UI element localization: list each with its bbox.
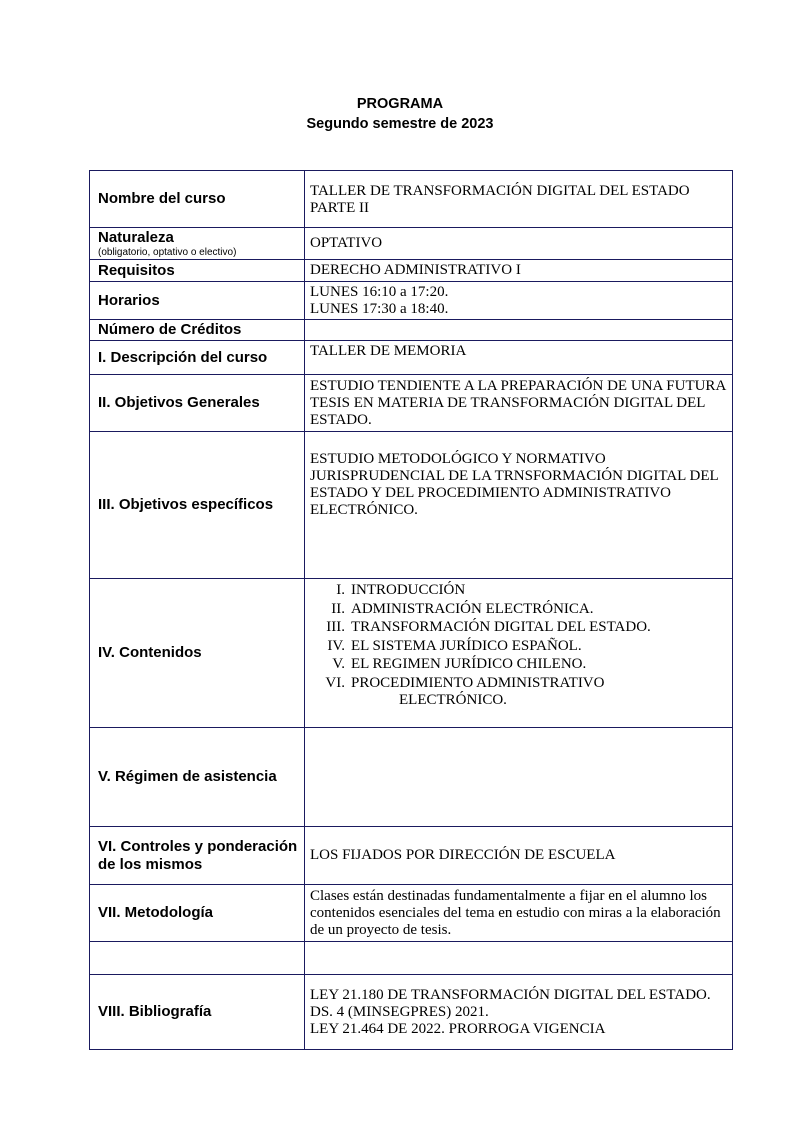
horario-line-1: LUNES 16:10 a 17:20.	[310, 283, 449, 300]
row-controles	[90, 827, 733, 885]
contents-item	[319, 600, 728, 619]
label-obj-especificos: III. Objetivos específicos	[90, 432, 305, 579]
item-text: PROCEDIMIENTO ADMINISTRATIVO	[351, 674, 605, 691]
item-number: II.	[331, 600, 345, 617]
value-horarios	[305, 282, 733, 320]
row-empty	[90, 942, 733, 975]
document-subtitle: Segundo semestre de 2023	[306, 116, 494, 132]
item-text: TRANSFORMACIÓN DIGITAL DEL ESTADO.	[351, 619, 651, 635]
item-text: INTRODUCCIÓN	[351, 582, 466, 598]
item-number: VI.	[325, 674, 345, 691]
contents-item	[319, 618, 728, 637]
contents-item-continuation: ELECTRÓNICO.	[399, 692, 507, 708]
biblio-line-1: LEY 21.180 DE TRANSFORMACIÓN DIGITAL DEL ESTADO.	[310, 986, 711, 1003]
label-asistencia: V. Régimen de asistencia	[90, 728, 305, 827]
row-horarios	[90, 282, 733, 320]
row-obj-especificos	[90, 432, 733, 579]
value-obj-generales: ESTUDIO TENDIENTE A LA PREPARACIÓN DE UNA FUTURA TESIS EN MATERIA DE TRANSFORMACIÓN DIGITAL DEL ESTADO.	[305, 375, 733, 432]
row-contenidos	[90, 579, 733, 728]
biblio-line-3: LEY 21.464 DE 2022. PRORROGA VIGENCIA	[310, 1020, 606, 1037]
contents-item	[319, 655, 728, 674]
item-number: V.	[332, 656, 345, 672]
item-text: EL SISTEMA JURÍDICO ESPAÑOL.	[351, 637, 582, 654]
item-number: I.	[336, 582, 345, 598]
label-creditos: Número de Créditos	[90, 320, 305, 341]
horario-line-2: LUNES 17:30 a 18:40.	[310, 300, 449, 317]
row-asistencia	[90, 728, 733, 827]
label-bibliografia: VIII. Bibliografía	[90, 975, 305, 1050]
value-contenidos	[305, 579, 733, 728]
value-asistencia	[305, 728, 733, 827]
program-table	[89, 170, 733, 1050]
row-naturaleza	[90, 228, 733, 260]
label-naturaleza-sub: (obligatorio, optativo o electivo)	[98, 246, 237, 258]
label-descripcion: I. Descripción del curso	[90, 341, 305, 375]
contents-list	[319, 581, 728, 692]
label-horarios: Horarios	[90, 282, 305, 320]
value-metodologia: Clases están destinadas fundamentalmente a fijar en el alumno los contenidos esenciales del tema en estudio con miras a la elaboración de un proyecto de tesis.	[305, 885, 733, 942]
value-naturaleza: OPTATIVO	[305, 228, 733, 260]
value-controles: LOS FIJADOS POR DIRECCIÓN DE ESCUELA	[305, 827, 733, 885]
biblio-line-2: DS. 4 (MINSEGPRES) 2021.	[310, 1003, 489, 1020]
row-creditos	[90, 320, 733, 341]
row-obj-generales	[90, 375, 733, 432]
label-requisitos: Requisitos	[90, 260, 305, 282]
item-number: IV.	[327, 637, 345, 654]
row-descripcion	[90, 341, 733, 375]
value-nombre: TALLER DE TRANSFORMACIÓN DIGITAL DEL ESTADO PARTE II	[305, 171, 733, 228]
value-requisitos: DERECHO ADMINISTRATIVO I	[305, 260, 733, 282]
value-empty	[305, 942, 733, 975]
contents-item	[319, 674, 728, 693]
document-title: PROGRAMA	[356, 96, 444, 112]
item-text: ADMINISTRACIÓN ELECTRÓNICA.	[351, 600, 594, 617]
label-empty	[90, 942, 305, 975]
value-obj-especificos: ESTUDIO METODOLÓGICO Y NORMATIVO JURISPRUDENCIAL DE LA TRNSFORMACIÓN DIGITAL DEL ESTADO Y DEL PROCEDIMIENTO ADMINISTRATIVO ELECTRÓNICO.	[305, 432, 733, 579]
label-contenidos: IV. Contenidos	[90, 579, 305, 728]
label-nombre: Nombre del curso	[90, 171, 305, 228]
contents-item	[319, 637, 728, 656]
row-nombre	[90, 171, 733, 228]
value-descripcion: TALLER DE MEMORIA	[305, 341, 733, 375]
label-metodologia: VII. Metodología	[90, 885, 305, 942]
label-naturaleza-text: Naturaleza	[98, 228, 174, 246]
label-naturaleza	[90, 228, 305, 260]
row-requisitos	[90, 260, 733, 282]
row-bibliografia	[90, 975, 733, 1050]
label-controles: VI. Controles y ponderación de los mismos	[90, 827, 305, 885]
value-bibliografia	[305, 975, 733, 1050]
row-metodologia	[90, 885, 733, 942]
contents-item	[319, 581, 728, 600]
item-number: III.	[326, 619, 345, 635]
item-text: EL REGIMEN JURÍDICO CHILENO.	[351, 656, 587, 672]
label-obj-generales: II. Objetivos Generales	[90, 375, 305, 432]
value-creditos	[305, 320, 733, 341]
